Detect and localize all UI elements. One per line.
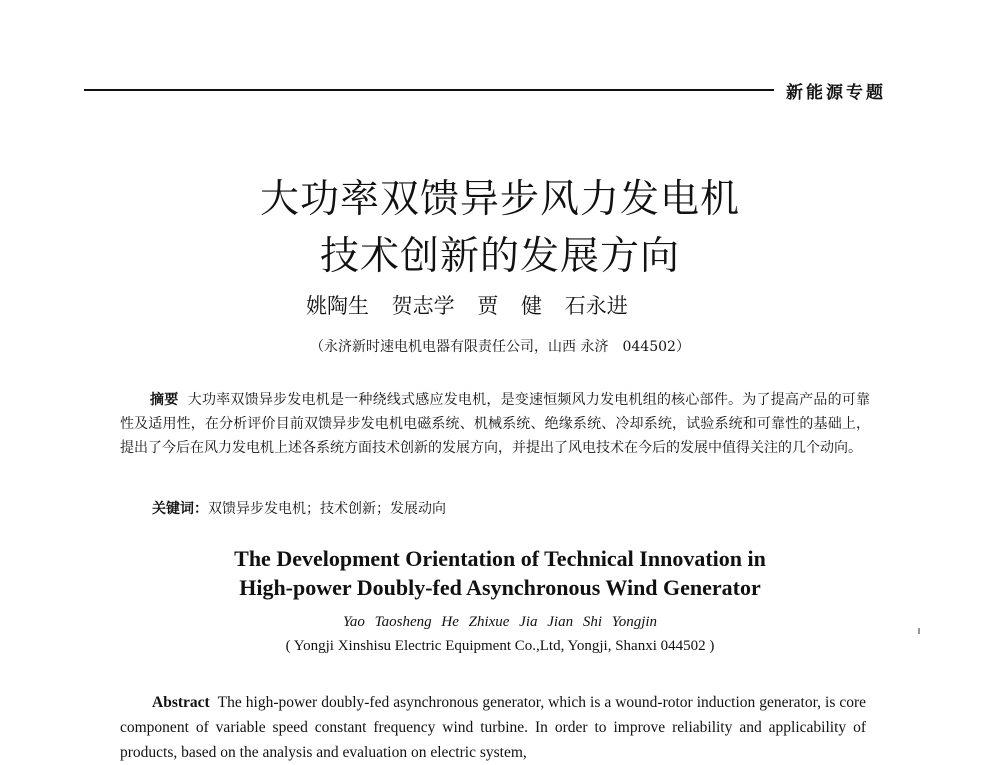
abstract-en-label: Abstract <box>152 694 210 711</box>
abstract-cn-label: 摘要 <box>150 392 179 408</box>
abstract-cn-text: 大功率双馈异步发电机是一种绕线式感应发电机，是变速恒频风力发电机组的核心部件。为了提高产品的可靠性及适用性，在分析评价目前双馈异步发电机电磁系统、机械系统、绝缘系统、冷却系统，试验系统和可靠性的基础上，提出了今后在风力发电机上述各系统方面技术创新的发展方向，并提出了风电技术在今后的发展中值得关注的几个动向。 <box>120 392 871 456</box>
affiliation-en: ( Yongji Xinshisu Electric Equipment Co.,Ltd, Yongji, Shanxi 044502 ) <box>285 638 715 654</box>
authors-en: Yao Taosheng He Zhixue Jia Jian Shi Yongjin <box>342 614 658 630</box>
title-en-line2: High-power Doubly-fed Asynchronous Wind Generator <box>239 575 761 600</box>
header-rule <box>84 89 774 91</box>
title-cn-line1: 大功率双馈异步风力发电机 <box>259 177 740 222</box>
abstract-en-text: The high-power doubly-fed asynchronous generator, which is a wound-rotor induction generator, is core component of variable speed constant frequency wind turbine. In order to improve reliability and applicability of products, based on the analysis and evaluation on electric system, <box>120 694 867 761</box>
title-cn-line2: 技术创新的发展方向 <box>319 234 680 279</box>
affiliation-cn: （永济新时速电机电器有限责任公司，山西 永济 044502） <box>310 339 690 355</box>
abstract-cn <box>120 388 870 460</box>
abstract-en <box>120 690 866 765</box>
title-en-line1: The Development Orientation of Technical Innovation in <box>234 546 766 571</box>
keywords-cn-label: 关键词： <box>152 501 208 517</box>
keywords-cn-text: 双馈异步发电机；技术创新；发展动向 <box>208 501 446 517</box>
keywords-cn <box>152 498 446 518</box>
authors-cn: 姚陶生 贺志学 贾 健 石永进 <box>306 294 628 318</box>
section-tag: 新能源专题 <box>786 83 886 103</box>
scan-speck <box>918 628 920 634</box>
